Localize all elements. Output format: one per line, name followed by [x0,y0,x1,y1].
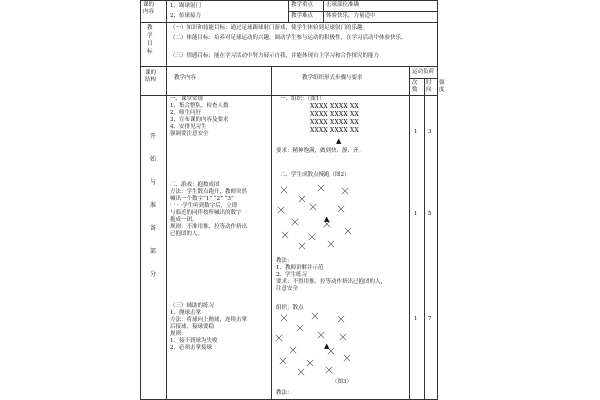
student-mark [342,188,348,194]
content-line: 1、抛球击掌 [170,310,201,316]
content-line: 2、师生问好 [170,110,201,116]
content-line: 规则：不准用推、拉等动作挤出 [170,224,248,230]
student-mark [328,241,334,247]
org3-caption: （图3） [332,379,352,385]
student-mark [298,369,304,375]
content-block-2 [170,182,269,238]
teacher-marker-icon: ▲ [336,137,342,145]
rule [288,11,438,12]
content-line: 二、游戏：抱数成团 [170,182,220,188]
org2-notes [276,258,408,293]
student-mark [281,187,287,193]
student-mark [318,332,324,338]
difficulty-label: 教学难点 [291,13,314,19]
content-line: 已抱团的人。 [170,231,204,237]
load-times: 1 [414,129,418,135]
note-line: 教法： [276,258,293,264]
formation-row: XXXX XXXX XX [310,111,359,118]
content-block-3 [170,303,269,352]
content-line: 4、安排见习生 [170,124,207,130]
student-mark [344,355,350,361]
student-mark [297,325,303,331]
header-intensity: 强度 [439,80,445,93]
rule [424,78,425,400]
load-duration: 3 [428,129,432,135]
scatter-formation-3 [271,310,409,382]
student-mark [345,228,351,234]
content-block-1 [170,96,269,138]
header-structure: 课的 结构 [145,70,157,83]
content-line: （三）辅助的练习 [170,303,215,309]
student-mark [280,358,286,364]
header-content: 教学内容 [174,75,197,81]
org3-note: 教法： [276,390,293,396]
scatter-formation-2 [271,180,409,260]
student-mark [292,219,298,225]
header-times: 次数 [412,80,418,93]
key-point-value: 击球部位准确 [326,2,360,8]
rule [437,0,438,400]
header-organization: 教学组织形式步骤与要求 [302,75,363,81]
student-mark [338,206,344,212]
goals-label: 教 学 目 标 [147,25,153,55]
teacher-marker-icon: ▲ [324,342,330,350]
header-duration: 时间 [426,80,432,93]
student-mark [276,335,282,341]
content-line: 1、集合整队，检查人数 [170,103,229,109]
student-mark [299,243,305,249]
student-mark [307,360,313,366]
content-line: 喊出一个数字“1” “2” “3” [170,196,234,202]
content-line: 1、接不到球为失败 [170,338,218,344]
content-line: 方法：将球向上抛球，连续击掌 [170,317,248,323]
note-line: 2、学生练习 [276,272,307,278]
org1-heading: 一、组织：（图1） [280,96,325,102]
student-mark [290,347,296,353]
content-line: 一、课堂常规 [170,96,204,102]
student-mark [340,334,346,340]
rule [409,66,410,400]
goal-3: （三）情感目标：能在学习活动中努力展示自我，并能体现自主学习和合作探究的能力 [170,53,380,59]
content-item-1: 1、踢球射门 [170,3,201,9]
difficulty-value: 体验快乐，力量适中 [326,13,376,19]
note-line: 1、教师讲解并示范 [276,265,324,271]
header-load: 运动负荷 [412,69,435,75]
content-line: 方法：学生散点跑开，教师突然 [170,189,248,195]
goal-2: （二）体能目标：培养对足球运动的兴趣，调动学生参与运动的积极性，在学习活动中体验快乐。 [170,35,407,41]
student-mark [312,313,318,319]
load-times: 1 [414,316,418,322]
student-mark [326,367,332,373]
org3-heading: 组织：散点 [276,305,304,311]
student-mark [278,207,284,213]
content-line: 后接球，接球要稳 [170,324,215,330]
rule [140,66,438,67]
note-line: 要求：不得用推、拉等动作挤出已抱团的人， [276,279,387,285]
load-duration: 7 [428,316,432,322]
student-mark [299,196,305,202]
student-mark [309,234,315,240]
course-content-label: 课的 内容 [143,2,155,15]
note-line: 注意安全 [276,286,299,292]
content-line: 与临近的同伴按所喊出的数字 [170,210,242,216]
student-mark [281,315,287,321]
content-line: 抱成一团。 [170,217,198,223]
content-line: 2、必须击掌接球 [170,345,212,351]
key-point-label: 教学重点 [291,2,314,8]
load-times: 1 [414,211,418,217]
content-line: 规则： [170,331,187,337]
load-duration: 5 [428,211,432,217]
formation-row: XXXX XXXX XX [310,103,359,110]
student-mark [310,204,316,210]
rule [323,0,324,22]
student-mark [318,185,324,191]
content-line: · · · ·学生听到数字后，立即 [170,203,238,209]
rule [166,0,167,400]
content-item-2: 2、传球接力 [170,13,201,19]
rule [288,0,289,22]
org1-requirement: 要求：精神饱满，做到快、静、齐。 [276,148,365,154]
rule [140,0,438,1]
content-line: 3、宣布课的内容及要求 [170,117,229,123]
goal-1: （一）知识和技能目标：通过足球踢球射门游戏，使学生体验到足球射门的乐趣。 [170,25,369,31]
student-mark [282,232,288,238]
rule [140,22,438,23]
formation-row: XXXX XXXX XX [310,127,359,134]
org2-heading: 二、学生成散点慢跑（图2） [280,172,350,178]
student-mark [338,316,344,322]
section-label: 开 始 与 准 备 部 分 [149,133,156,278]
teacher-marker-icon: ▲ [324,215,330,223]
content-line: 强调要注意安全 [170,131,209,137]
rule [140,0,141,400]
formation-row: XXXX XXXX XX [310,119,359,126]
